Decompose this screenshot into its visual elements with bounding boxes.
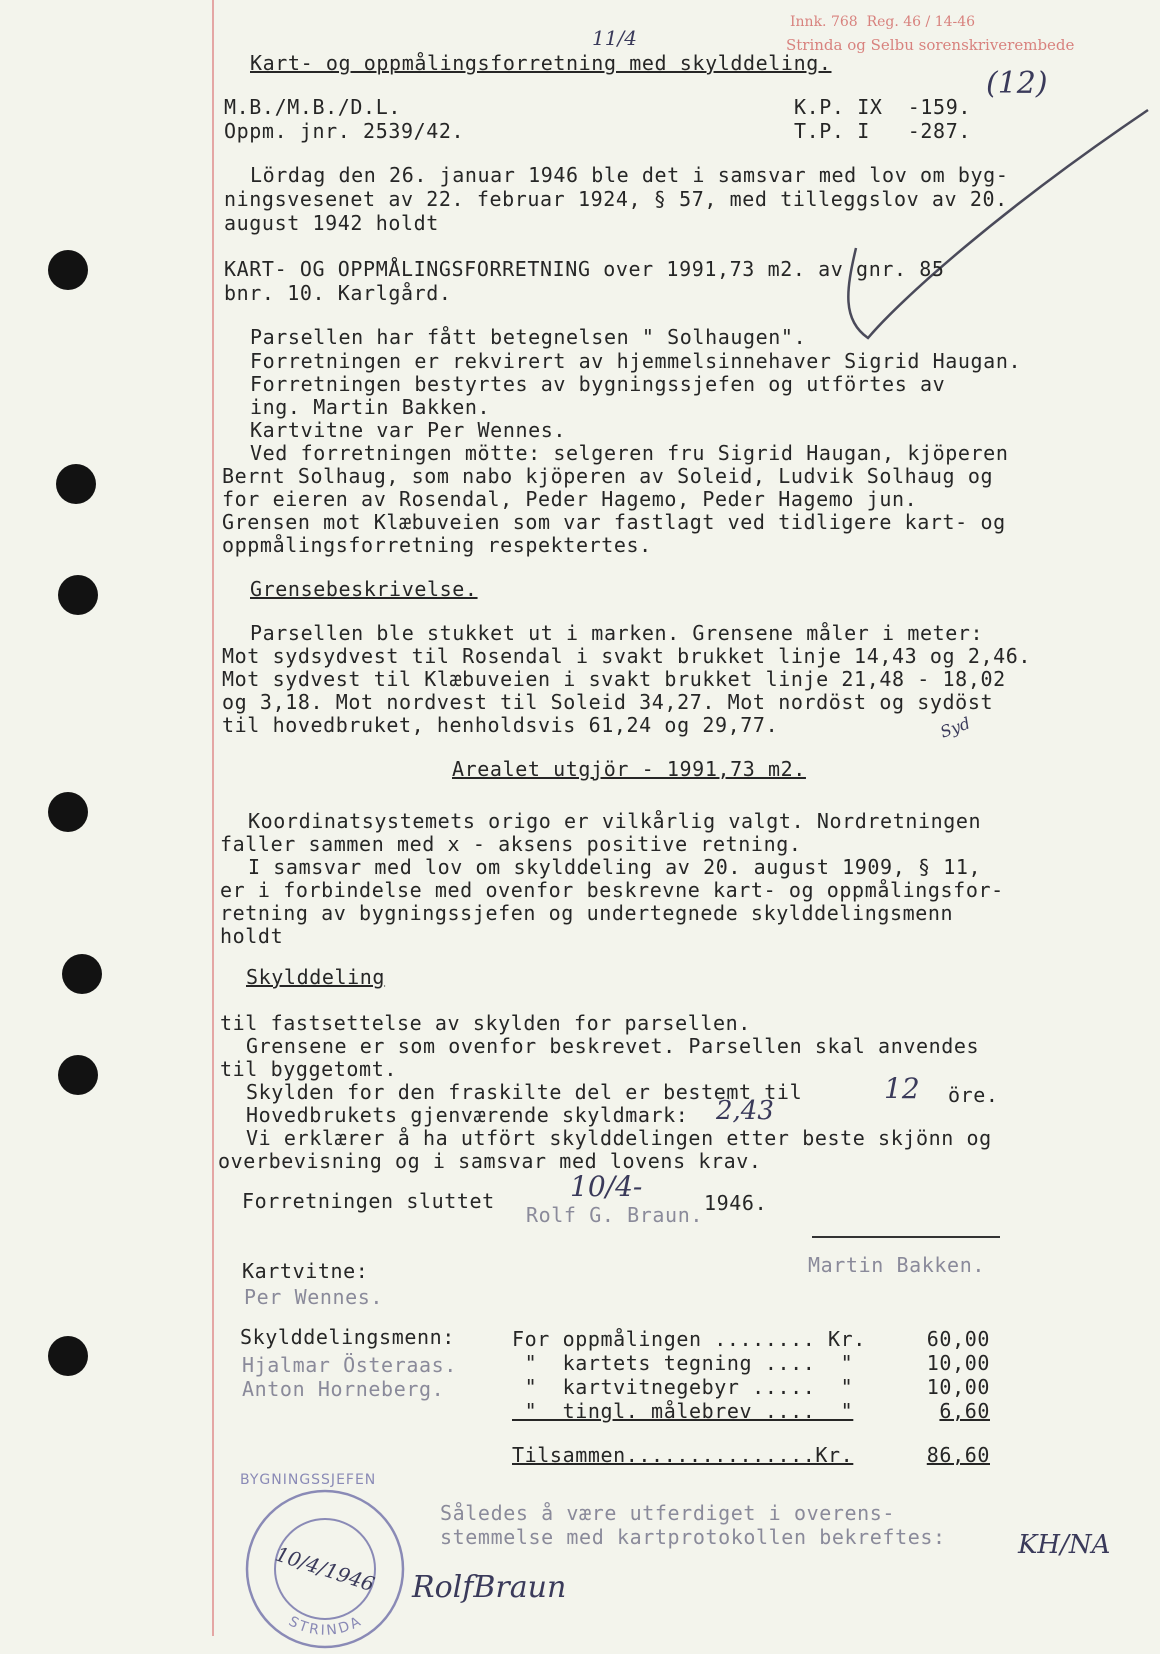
- fee-label: " tingl. målebrev .... ": [512, 1399, 854, 1423]
- signer-name: Martin Bakken.: [808, 1253, 985, 1277]
- fee-label: For oppmålingen ........ Kr.: [512, 1327, 866, 1351]
- concluded-label: Forretningen sluttet: [242, 1189, 495, 1213]
- body-line: Grensen mot Klæbuveien som var fastlagt ved tidligere kart- og: [222, 510, 1006, 534]
- area-heading: Arealet utgjör - 1991,73 m2.: [452, 757, 806, 781]
- boundary-line: Mot sydvest til Klæbuveien i svakt brukket linje 21,48 - 18,02: [222, 667, 1006, 691]
- coordinate-line: I samsvar med lov om skylddeling av 20. august 1909, § 11,: [248, 855, 982, 879]
- reference-right-1: K.P. IX -159.: [794, 95, 971, 119]
- apportionment-line: Hovedbrukets gjenværende skyldmark:: [246, 1103, 689, 1127]
- apportioner-name: Hjalmar Österaas.: [242, 1353, 457, 1377]
- document-title: Kart- og oppmålingsforretning med skylddeling.: [250, 51, 832, 75]
- handwritten-date: 10/4-: [570, 1170, 643, 1203]
- handwritten-initials: KH/NA: [1018, 1530, 1111, 1560]
- stamp-text-bottom: STRINDA: [285, 1613, 365, 1639]
- signer-name: Rolf G. Braun.: [526, 1203, 703, 1227]
- section-heading: Skylddeling: [246, 965, 386, 989]
- apportionment-line: overbevisning og i samsvar med lovens krav.: [218, 1149, 762, 1173]
- body-line: for eieren av Rosendal, Peder Hagemo, Peder Hagemo jun.: [222, 487, 918, 511]
- subject-line: bnr. 10. Karlgård.: [224, 281, 452, 305]
- fee-amount: 10,00: [926, 1375, 990, 1399]
- subject-line: KART- OG OPPMÅLINGSFORRETNING over 1991,73 m2. av gnr. 85: [224, 257, 945, 281]
- body-line: Ved forretningen mötte: selgeren fru Sigrid Haugan, kjöperen: [250, 441, 1009, 465]
- fee-label: " kartvitnegebyr ..... ": [512, 1375, 854, 1399]
- page-number: (12): [986, 66, 1048, 101]
- boundary-line: og 3,18. Mot nordvest til Soleid 34,27. Mot nordöst og sydöst: [222, 690, 994, 714]
- body-line: Bernt Solhaug, som nabo kjöperen av Soleid, Ludvik Solhaug og: [222, 464, 994, 488]
- certification-line: stemmelse med kartprotokollen bekreftes:: [440, 1525, 946, 1549]
- apportioner-name: Anton Horneberg.: [242, 1377, 445, 1401]
- reference-right-2: T.P. I -287.: [794, 119, 971, 143]
- registry-stamp-date: Innk. 768 Reg. 46 / 14-46: [790, 14, 976, 30]
- handwritten-note: Syd: [937, 713, 973, 742]
- fee-amount: 10,00: [926, 1351, 990, 1375]
- ore-word: öre.: [948, 1083, 999, 1107]
- handwritten-skyldmark: 2,43: [716, 1096, 774, 1126]
- boundary-line: til hovedbruket, henholdsvis 61,24 og 29,77.: [222, 713, 779, 737]
- apportionment-line: Skylden for den fraskilte del er bestemt til: [246, 1080, 803, 1104]
- body-line: Parsellen har fått betegnelsen " Solhaugen".: [250, 325, 807, 349]
- office-stamp: [240, 1472, 410, 1654]
- boundary-line: Mot sydsydvest til Rosendal i svakt brukket linje 14,43 og 2,46.: [222, 644, 1032, 668]
- body-line: oppmålingsforretning respektertes.: [222, 533, 652, 557]
- apportioners-label: Skylddelingsmenn:: [240, 1325, 455, 1349]
- fee-amount: 60,00: [926, 1327, 990, 1351]
- signature-line: [812, 1236, 1000, 1238]
- boundary-line: Parsellen ble stukket ut i marken. Grensene måler i meter:: [250, 621, 984, 645]
- year: 1946.: [704, 1191, 768, 1215]
- certification-line: Således å være utferdiget i overens-: [440, 1501, 896, 1525]
- intro-line: Lördag den 26. januar 1946 ble det i samsvar med lov om byg-: [250, 163, 1009, 187]
- coordinate-line: retning av bygningssjefen og undertegnede skylddelingsmenn: [220, 901, 954, 925]
- total-amount: 86,60: [926, 1443, 990, 1467]
- coordinate-line: holdt: [220, 924, 284, 948]
- reference-left-1: M.B./M.B./D.L.: [224, 95, 401, 119]
- intro-line: august 1942 holdt: [224, 211, 439, 235]
- stamp-text-top: BYGNINGSSJEFEN: [240, 1472, 377, 1488]
- annotation-date: 11/4: [592, 26, 637, 50]
- body-line: Kartvitne var Per Wennes.: [250, 418, 567, 442]
- witness-label: Kartvitne:: [242, 1259, 369, 1283]
- apportionment-line: Vi erklærer å ha utfört skylddelingen etter beste skjönn og: [246, 1126, 992, 1150]
- apportionment-line: Grensene er som ovenfor beskrevet. Parsellen skal anvendes: [246, 1034, 980, 1058]
- handwritten-ore: 12: [884, 1072, 920, 1105]
- total-label: Tilsammen...............Kr.: [512, 1443, 854, 1467]
- stamp-date: 10/4/1946: [272, 1541, 378, 1597]
- handwritten-signature: RolfBraun: [412, 1570, 567, 1605]
- apportionment-line: til byggetomt.: [220, 1057, 397, 1081]
- body-line: Forretningen er rekvirert av hjemmelsinnehaver Sigrid Haugan.: [250, 349, 1022, 373]
- fee-label: " kartets tegning .... ": [512, 1351, 854, 1375]
- fee-amount: 6,60: [939, 1399, 990, 1423]
- body-line: Forretningen bestyrtes av bygningssjefen og utförtes av: [250, 372, 946, 396]
- body-line: ing. Martin Bakken.: [250, 395, 491, 419]
- section-heading: Grensebeskrivelse.: [250, 577, 478, 601]
- apportionment-line: til fastsettelse av skylden for parsellen.: [220, 1011, 751, 1035]
- coordinate-line: Koordinatsystemets origo er vilkårlig valgt. Nordretningen: [248, 809, 982, 833]
- registry-stamp: Strinda og Selbu sorenskriverembede: [786, 36, 1075, 54]
- coordinate-line: faller sammen med x - aksens positive retning.: [220, 832, 802, 856]
- reference-left-2: Oppm. jnr. 2539/42.: [224, 119, 465, 143]
- intro-line: ningsvesenet av 22. februar 1924, § 57, med tilleggslov av 20.: [224, 187, 1008, 211]
- witness-name: Per Wennes.: [244, 1285, 384, 1309]
- coordinate-line: er i forbindelse med ovenfor beskrevne kart- og oppmålingsfor-: [220, 878, 1004, 902]
